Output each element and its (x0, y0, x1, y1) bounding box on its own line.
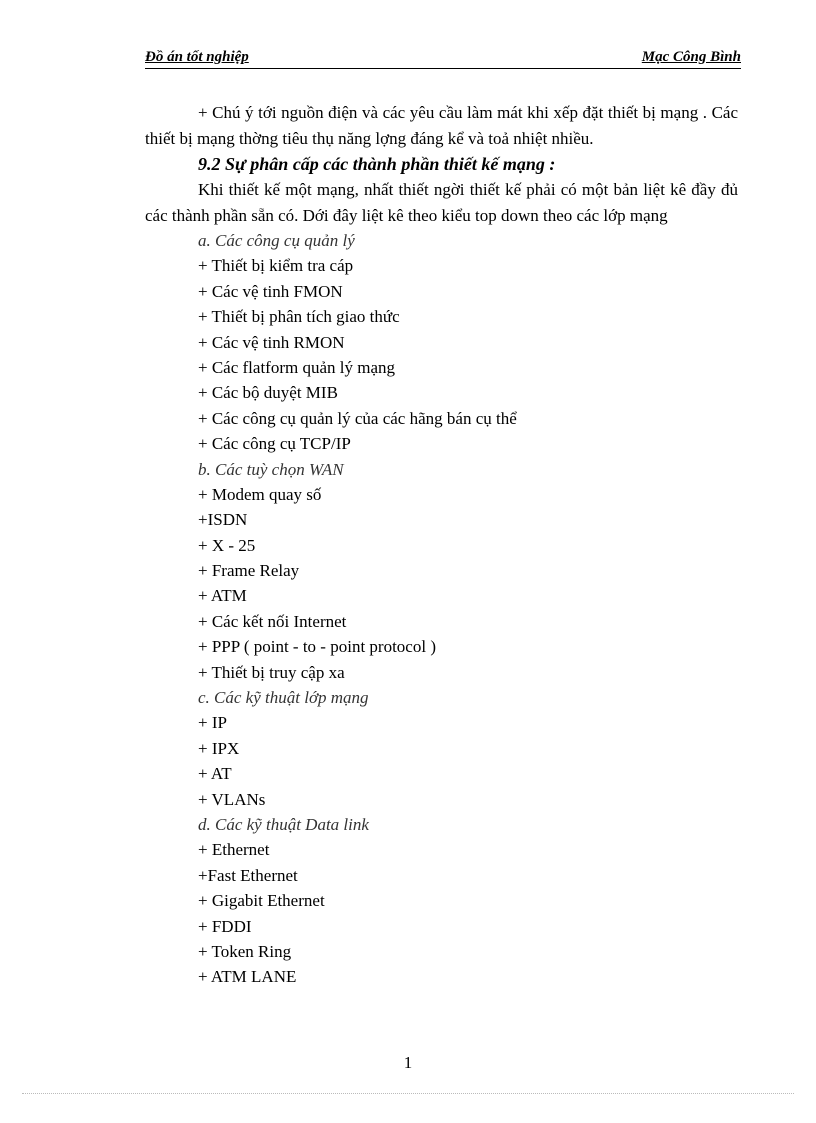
footer-divider (22, 1093, 794, 1094)
list-item: + Frame Relay (198, 561, 300, 581)
header-title: Đồ án tốt nghiệp (145, 49, 249, 65)
list-item: + FDDI (198, 916, 252, 936)
document-body (145, 100, 738, 990)
paragraph-power-cooling: + Chú ý tới nguồn điện và các yêu cầu làm mát khi xếp đặt thiết bị mạng . Các thiết bị mạng thờng tiêu thụ năng lợng đáng kể và toả nhiệt nhiều. (145, 103, 738, 148)
list-item: + PPP ( point - to - point protocol ) (198, 637, 436, 657)
list-item: + ATM LANE (198, 967, 297, 987)
list-item: + Các kết nối Internet (198, 611, 347, 631)
paragraph-intro: Khi thiết kế một mạng, nhất thiết ngời thiết kế phải có một bản liệt kê đầy đủ các thành phần sẵn có. Dới đây liệt kê theo kiểu top down theo các lớp mạng (145, 180, 738, 225)
list-item: + Ethernet (198, 840, 270, 860)
list-subheading: b. Các tuỳ chọn WAN (198, 459, 344, 479)
list-item: + X - 25 (198, 535, 256, 555)
list-item: + Thiết bị truy cập xa (198, 662, 345, 682)
list-subheading: c. Các kỹ thuật lớp mạng (198, 688, 369, 708)
list-item: + Các vệ tinh RMON (198, 332, 345, 352)
page-header (145, 48, 741, 69)
page-number: 1 (403, 1053, 413, 1072)
header-author: Mạc Công Bình (641, 49, 741, 65)
list-item: + ATM (198, 586, 247, 606)
list-item: + Token Ring (198, 941, 292, 961)
list-item: +Fast Ethernet (198, 865, 298, 885)
list-item: + IPX (198, 738, 240, 758)
list-item: + Các flatform quản lý mạng (198, 357, 396, 377)
list-item: + Các công cụ TCP/IP (198, 434, 351, 454)
list-item: + Modem quay số (198, 484, 322, 504)
list-item: + Các công cụ quản lý của các hãng bán cụ thể (198, 408, 517, 428)
list-item: + Thiết bị phân tích giao thức (198, 307, 400, 327)
component-list (145, 228, 738, 990)
list-item: + IP (198, 713, 227, 733)
list-item: + Các vệ tinh FMON (198, 281, 343, 301)
list-item: +ISDN (198, 510, 248, 530)
list-item: + Gigabit Ethernet (198, 891, 325, 911)
list-item: + Các bộ duyệt MIB (198, 383, 338, 403)
section-heading: 9.2 Sự phân cấp các thành phần thiết kế mạng : (198, 154, 556, 174)
list-item: + Thiết bị kiểm tra cáp (198, 256, 354, 276)
list-item: + VLANs (198, 789, 266, 809)
list-subheading: d. Các kỹ thuật Data link (198, 814, 369, 834)
list-subheading: a. Các công cụ quản lý (198, 231, 355, 250)
list-item: + AT (198, 764, 232, 784)
